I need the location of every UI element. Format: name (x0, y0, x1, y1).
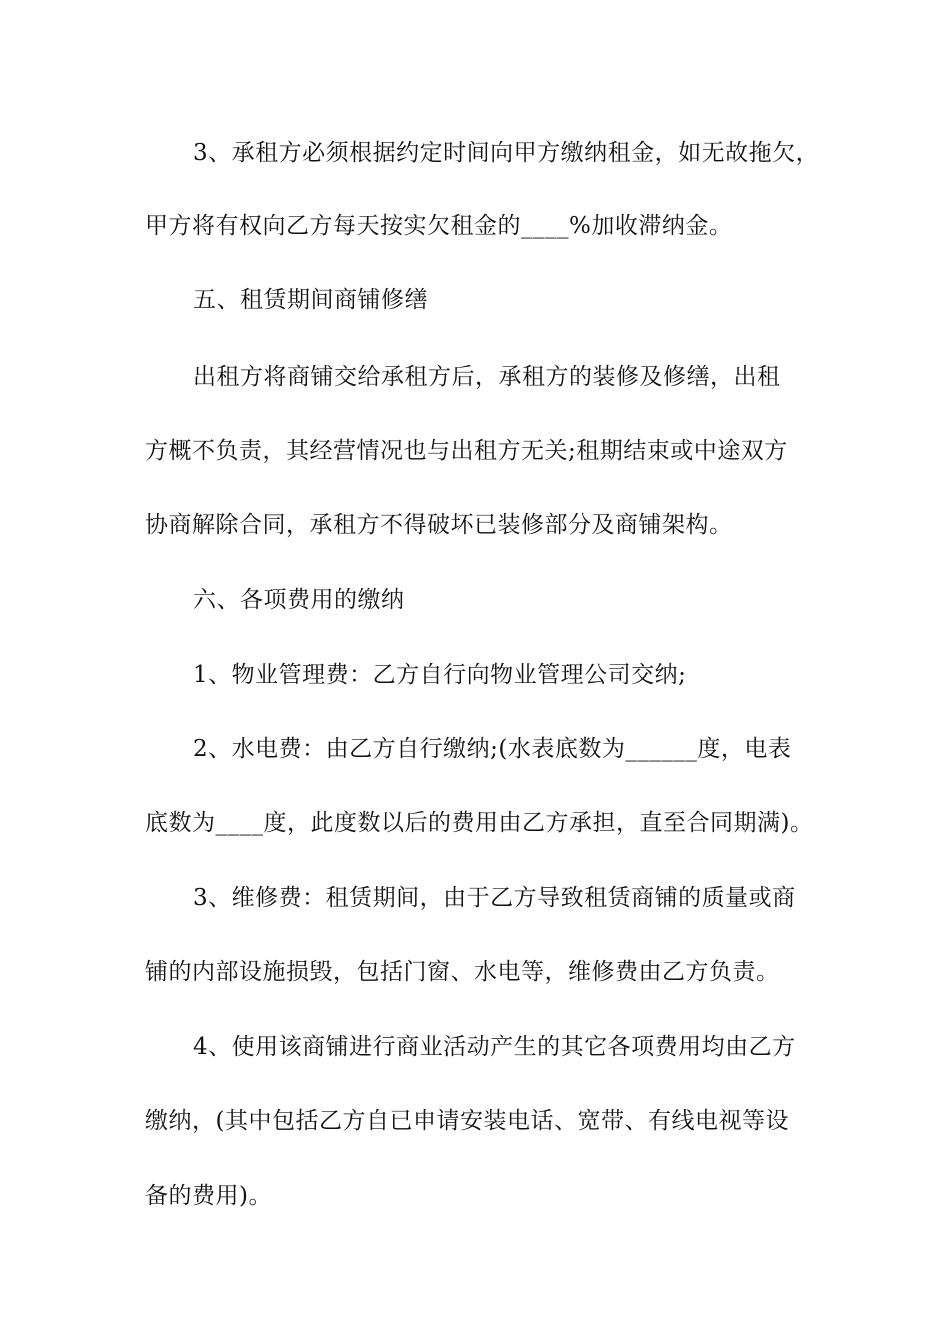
section-5-heading: 五、租赁期间商铺修缮 (193, 287, 428, 313)
fee-2-utilities-line-2: 底数为____度，此度数以后的费用由乙方承担，直至合同期满)。 (145, 810, 814, 836)
fee-4-other-line-3: 备的费用)。 (145, 1183, 272, 1209)
section-5-para-line-2: 方概不负责，其经营情况也与出租方无关;租期结束或中途双方 (145, 438, 788, 464)
clause-3-rent-line-2: 甲方将有权向乙方每天按实欠租金的____%加收滞纳金。 (145, 213, 733, 239)
section-5-para-line-3: 协商解除合同，承租方不得破坏已装修部分及商铺架构。 (145, 512, 733, 538)
section-6-heading: 六、各项费用的缴纳 (193, 587, 405, 613)
fee-1-property-line: 1、物业管理费：乙方自行向物业管理公司交纳; (193, 662, 687, 688)
section-5-para-line-1: 出租方将商铺交给承租方后，承租方的装修及修缮，出租 (193, 364, 781, 390)
fee-4-other-line-1: 4、使用该商铺进行商业活动产生的其它各项费用均由乙方 (193, 1034, 796, 1060)
fee-4-other-line-2: 缴纳，(其中包括乙方自已申请安装电话、宽带、有线电视等设 (145, 1108, 789, 1134)
fee-3-repair-line-1: 3、维修费：租赁期间，由于乙方导致租赁商铺的质量或商 (193, 885, 796, 911)
clause-3-rent-line-1: 3、承租方必须根据约定时间向甲方缴纳租金，如无故拖欠， (193, 140, 820, 166)
fee-3-repair-line-2: 铺的内部设施损毁，包括门窗、水电等，维修费由乙方负责。 (145, 959, 780, 985)
fee-2-utilities-line-1: 2、水电费：由乙方自行缴纳;(水表底数为______度，电表 (193, 736, 792, 762)
